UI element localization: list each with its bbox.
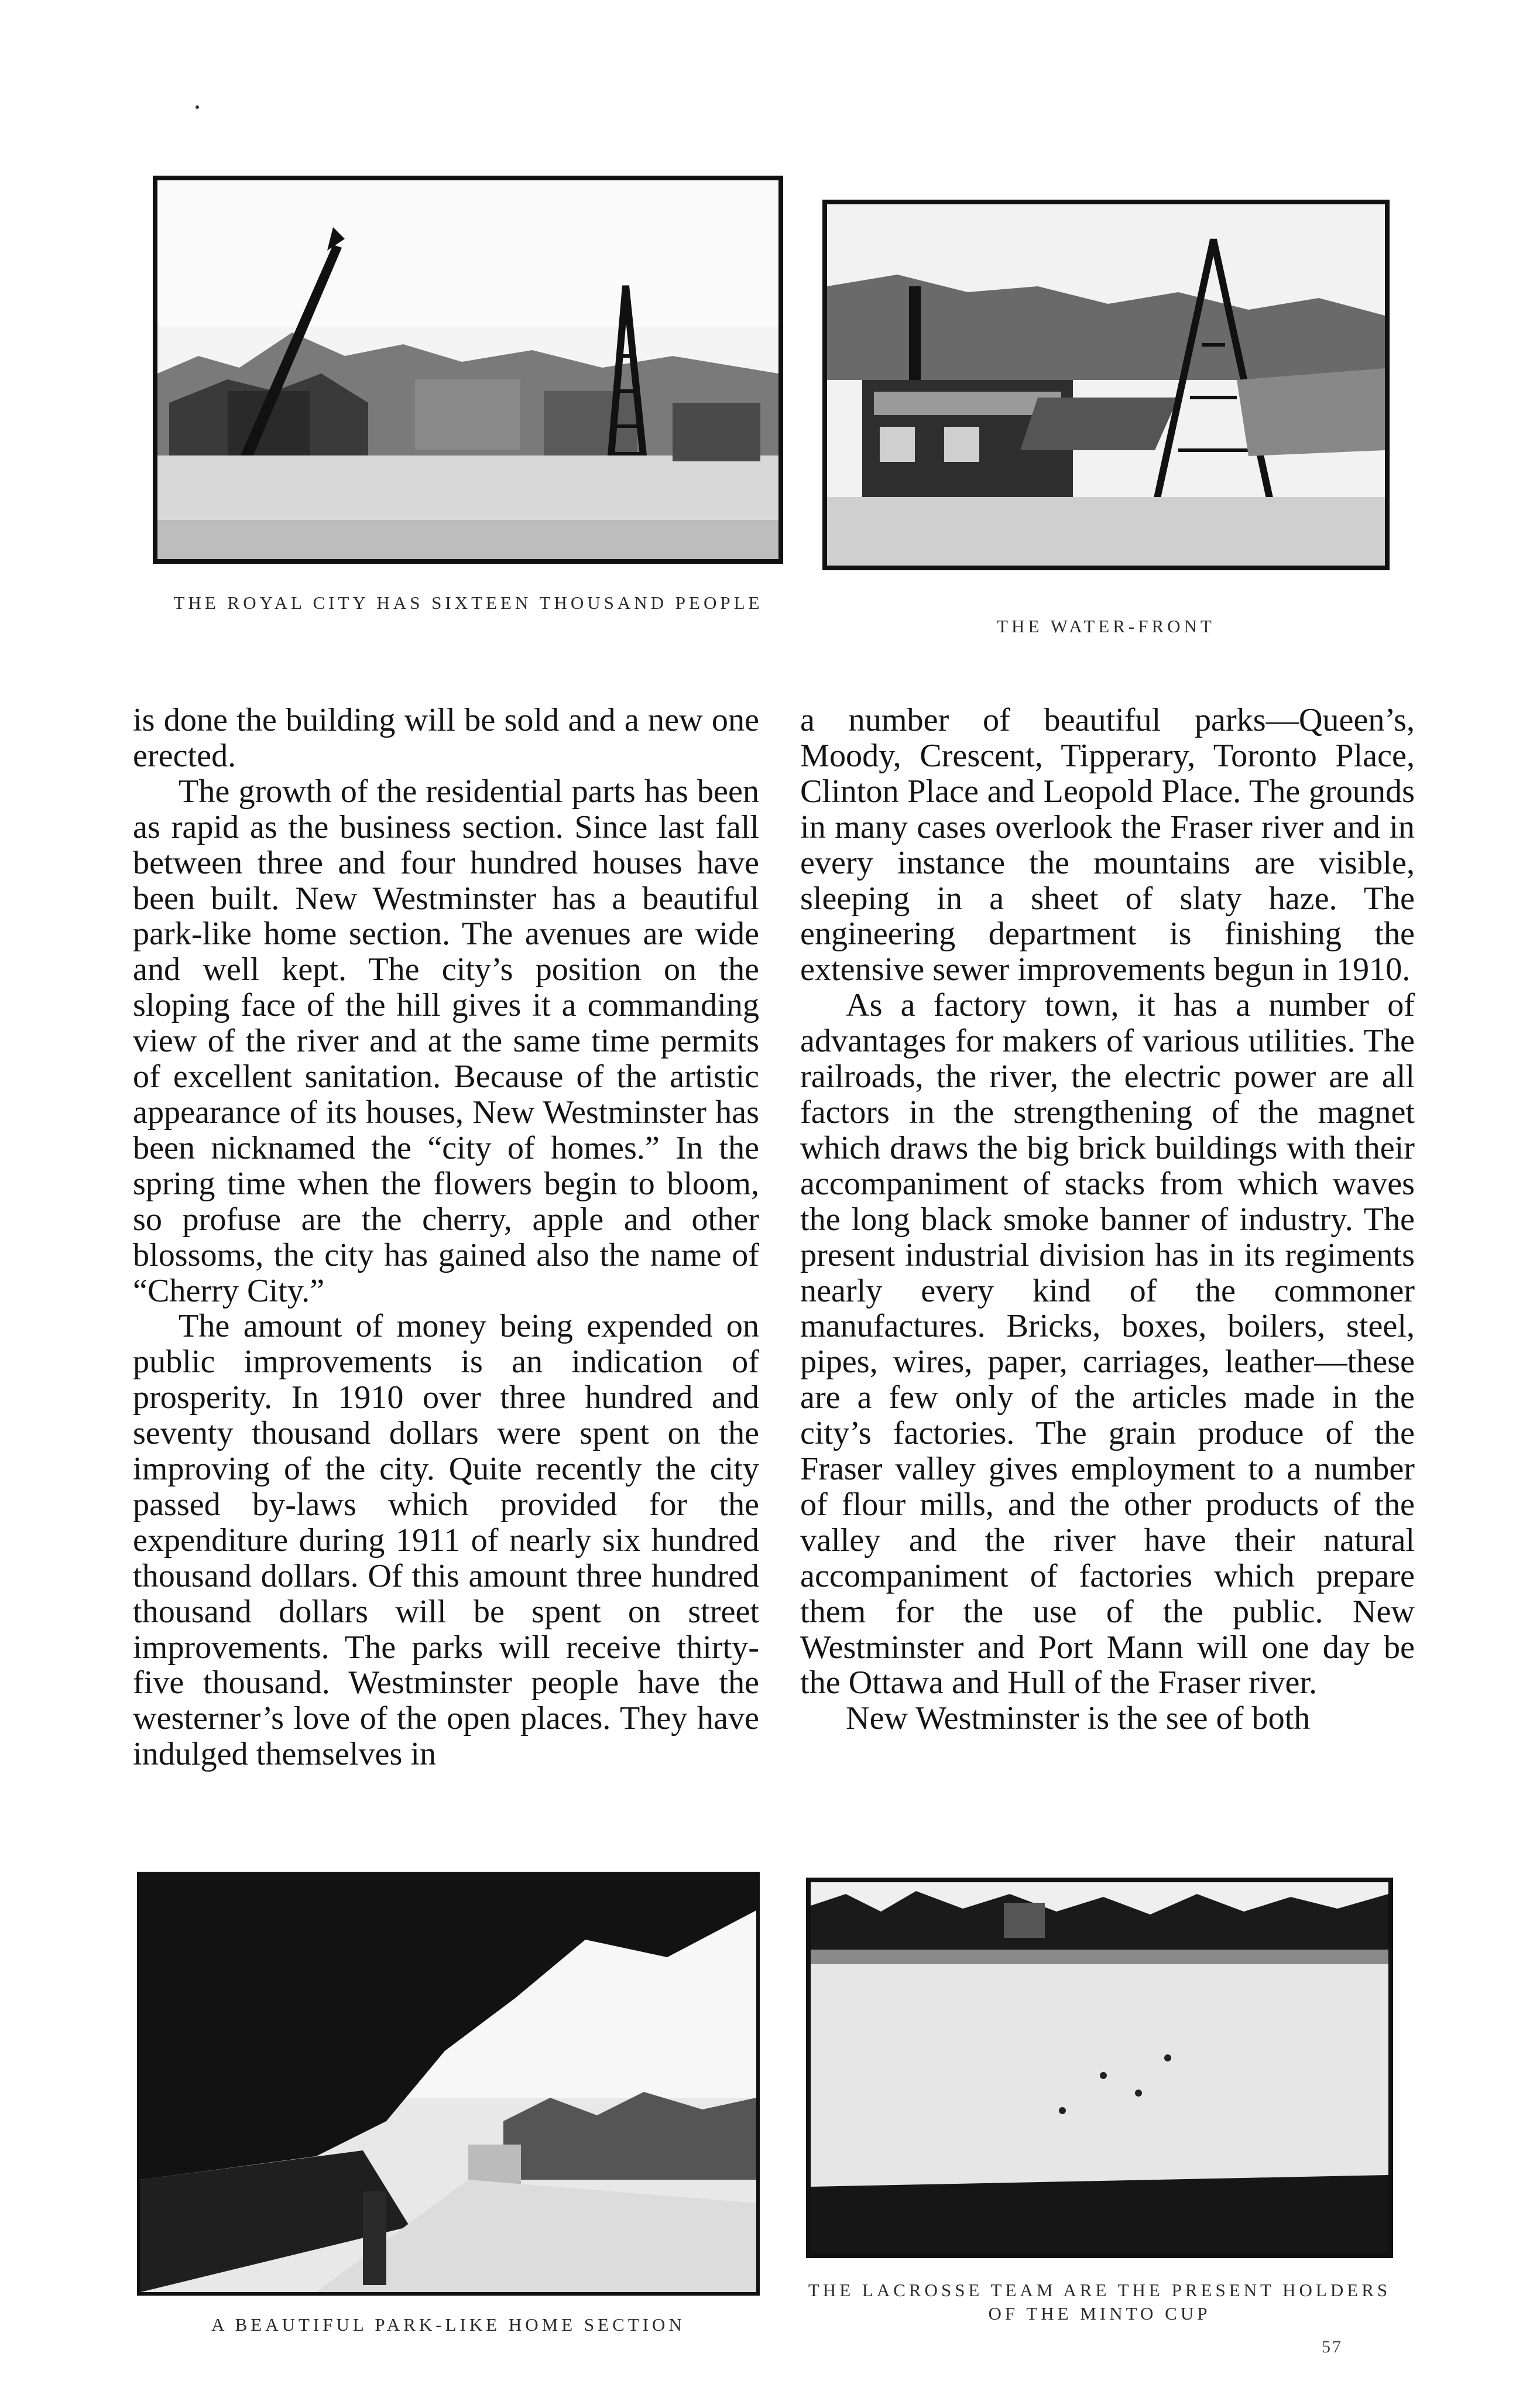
left-paragraph-1: is done the building will be sold and a new one erected. [133, 702, 759, 774]
photo-water-front [822, 200, 1390, 570]
page-number: 57 [1322, 2337, 1343, 2357]
photo-lacrosse-team [806, 1878, 1393, 2258]
caption-park-like-home-section: A BEAUTIFUL PARK-LIKE HOME SECTION [211, 2314, 685, 2335]
left-paragraph-3: The amount of money being expended on public improvements is an indication of prosperity. In 1910 over three hundred and seventy thousand dollars were spent on the improving of the city. Quite recently the city passed by-laws which provided for the expenditure during 1911 of nearly six hundred thousand dollars. Of this amount three hundred thousand dollars will be spent on street improvements. The parks will receive thirty-five thousand. Westminster people have the westerner’s love of the open places. They have indulged themselves in [133, 1308, 759, 1773]
right-paragraph-3: New Westminster is the see of both [846, 1700, 1311, 1737]
right-paragraph-2: As a factory town, it has a number of advantages for makers of various utilities. The railroads, the river, the electric power are all factors in the strengthening of the magnet which draws the big brick buildings with their accompaniment of stacks from which waves the long black smoke banner of industry. The present industrial division has in its regiments nearly every kind of the commoner manufactures. Bricks, boxes, boilers, steel, pipes, wires, paper, carriages, leather—these are a few only of the articles made in the city’s factories. The grain produce of the Fraser valley gives employment to a number of flour mills, and the other products of the valley and the river have their natural accompaniment of factories which prepare them for the use of the public. New Westminster and Port Mann will one day be the Ottawa and Hull of the Fraser river. [800, 987, 1415, 1701]
left-text-column [133, 703, 759, 1772]
caption-royal-city: THE ROYAL CITY HAS SIXTEEN THOUSAND PEOPLE [173, 592, 763, 613]
photo-royal-city [153, 176, 783, 564]
photo-park-like-home-section [137, 1872, 760, 2296]
print-speck [195, 105, 199, 109]
caption-water-front: THE WATER-FRONT [997, 616, 1215, 636]
left-paragraph-2: The growth of the residential parts has been as rapid as the business section. Since last fall between three and four hundred houses have been built. New Westminster has a beautiful park-like home section. The avenues are wide and well kept. The city’s position on the sloping face of the hill gives it a commanding view of the river and at the same time permits of excellent sanitation. Because of the artistic appearance of its houses, New Westminster has been nicknamed the “city of homes.” In the spring time when the flowers begin to bloom, so profuse are the cherry, apple and other blossoms, the city has gained also the name of “Cherry City.” [133, 773, 759, 1309]
right-paragraph-1: a number of beautiful parks—Queen’s, Moody, Crescent, Tipperary, Toronto Place, Clinton Place and Leopold Place. The grounds in many cases overlook the Fraser river and in every instance the mountains are visible, sleeping in a sheet of slaty haze. The engineering department is finishing the extensive sewer improvements begun in 1910. [800, 702, 1415, 988]
caption-lacrosse-team: THE LACROSSE TEAM ARE THE PRESENT HOLDERS OF THE MINTO CUP [808, 2280, 1391, 2324]
right-text-column [800, 703, 1415, 1736]
